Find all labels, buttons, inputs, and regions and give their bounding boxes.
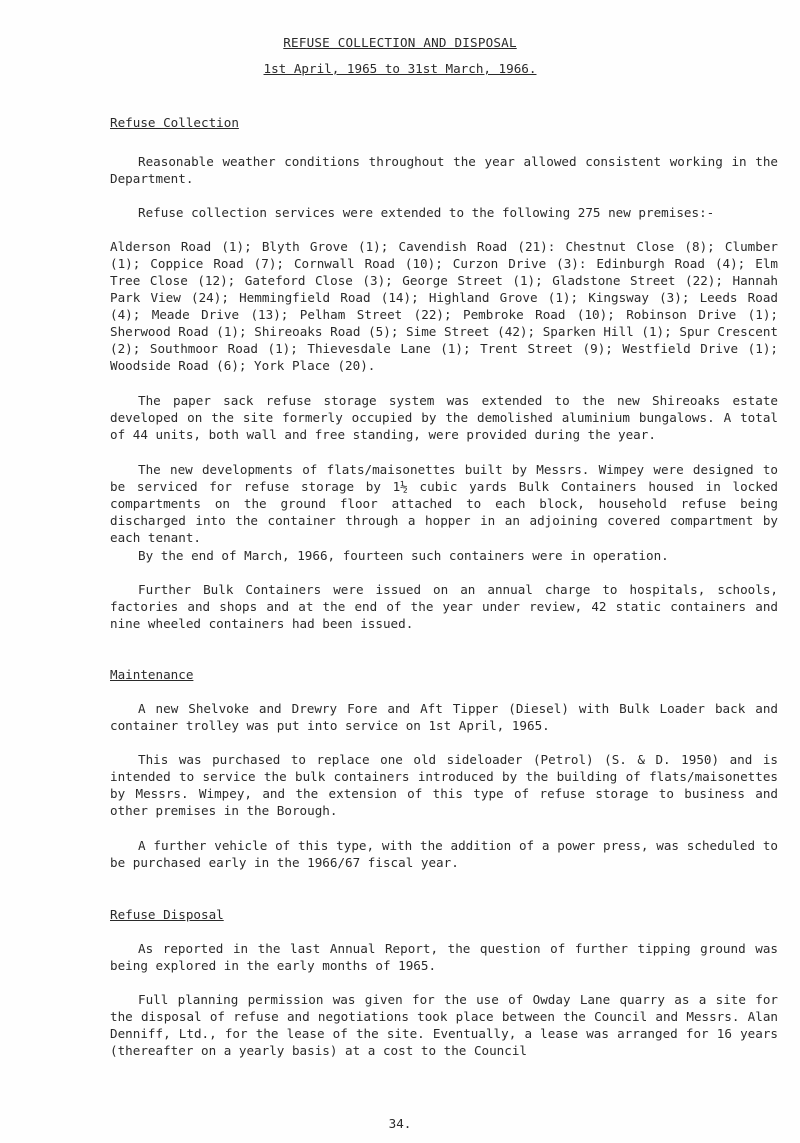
heading-maintenance: Maintenance [110, 667, 194, 682]
heading-refuse-disposal: Refuse Disposal [110, 907, 224, 922]
page-number: 34. [388, 1116, 412, 1131]
collection-paragraph-2: Refuse collection services were extended to the following 275 new premises:- [138, 205, 715, 220]
collection-paragraph-4: The paper sack refuse storage system was extended to the new Shireoaks estate developed on the site formerly occupied by the demolished aluminium bungalows. A total of 44 units, both wall and free standing, were provided during the year. [110, 393, 778, 442]
disposal-paragraph-2: Full planning permission was given for the use of Owday Lane quarry as a site for the disposal of refuse and negotiations took place between the Council and Messrs. Alan Denniff, Ltd., for the lease of the site. Eventually, a lease was arranged for 16 years (thereafter on a yearly basis) at a cost to the Council [110, 992, 778, 1058]
heading-refuse-collection: Refuse Collection [110, 115, 239, 130]
maintenance-paragraph-1: A new Shelvoke and Drewry Fore and Aft Tipper (Diesel) with Bulk Loader back and container trolley was put into service on 1st April, 1965. [110, 701, 778, 733]
collection-paragraph-5: The new developments of flats/maisonettes built by Messrs. Wimpey were designed to be serviced for refuse storage by 1½ cubic yards Bulk Containers housed in locked compartments on the ground floor attached to each block, household refuse being discharged into the container through a hopper in an adjoining covered compartment by each tenant. [110, 462, 778, 545]
maintenance-paragraph-3: A further vehicle of this type, with the addition of a power press, was scheduled to be purchased early in the 1966/67 fiscal year. [110, 838, 778, 870]
disposal-paragraph-1: As reported in the last Annual Report, the question of further tipping ground was being explored in the early months of 1965. [110, 941, 778, 973]
collection-paragraph-6: By the end of March, 1966, fourteen such containers were in operation. [138, 548, 669, 563]
maintenance-paragraph-2: This was purchased to replace one old sideloader (Petrol) (S. & D. 1950) and is intended to service the bulk containers introduced by the building of flats/maisonettes by Messrs. Wimpey, and the extension of this type of refuse storage to business and other premises in the Borough. [110, 752, 778, 818]
report-period: 1st April, 1965 to 31st March, 1966. [263, 61, 537, 76]
collection-paragraph-7: Further Bulk Containers were issued on an annual charge to hospitals, schools, factories and shops and at the end of the year under review, 42 static containers and nine wheeled containers had been issued. [110, 582, 778, 631]
collection-streets-list: Alderson Road (1); Blyth Grove (1); Cavendish Road (21): Chestnut Close (8); Clumber (1); Coppice Road (7); Cornwall Road (10); Curzon Drive (3): Edinburgh Road (4); Elm Tree Close (12); Gateford Close (3); George Street (1); Gladstone Street (22); Hannah Park View (24); Hemmingfield Road (14); Highland Grove (1); Kingsway (3); Leeds Road (4); Meade Drive (13); Pelham Street (22); Pembroke Road (10); Robinson Drive (1); Sherwood Road (1); Shireoaks Road (5); Sime Street (42); Sparken Hill (1); Spur Crescent (2); Southmoor Road (1); Thievesdale Lane (1); Trent Street (9); Westfield Drive (1); Woodside Road (6); York Place (20). [110, 239, 778, 373]
document-title: REFUSE COLLECTION AND DISPOSAL [283, 35, 517, 50]
collection-paragraph-1: Reasonable weather conditions throughout the year allowed consistent working in the Department. [110, 154, 778, 186]
